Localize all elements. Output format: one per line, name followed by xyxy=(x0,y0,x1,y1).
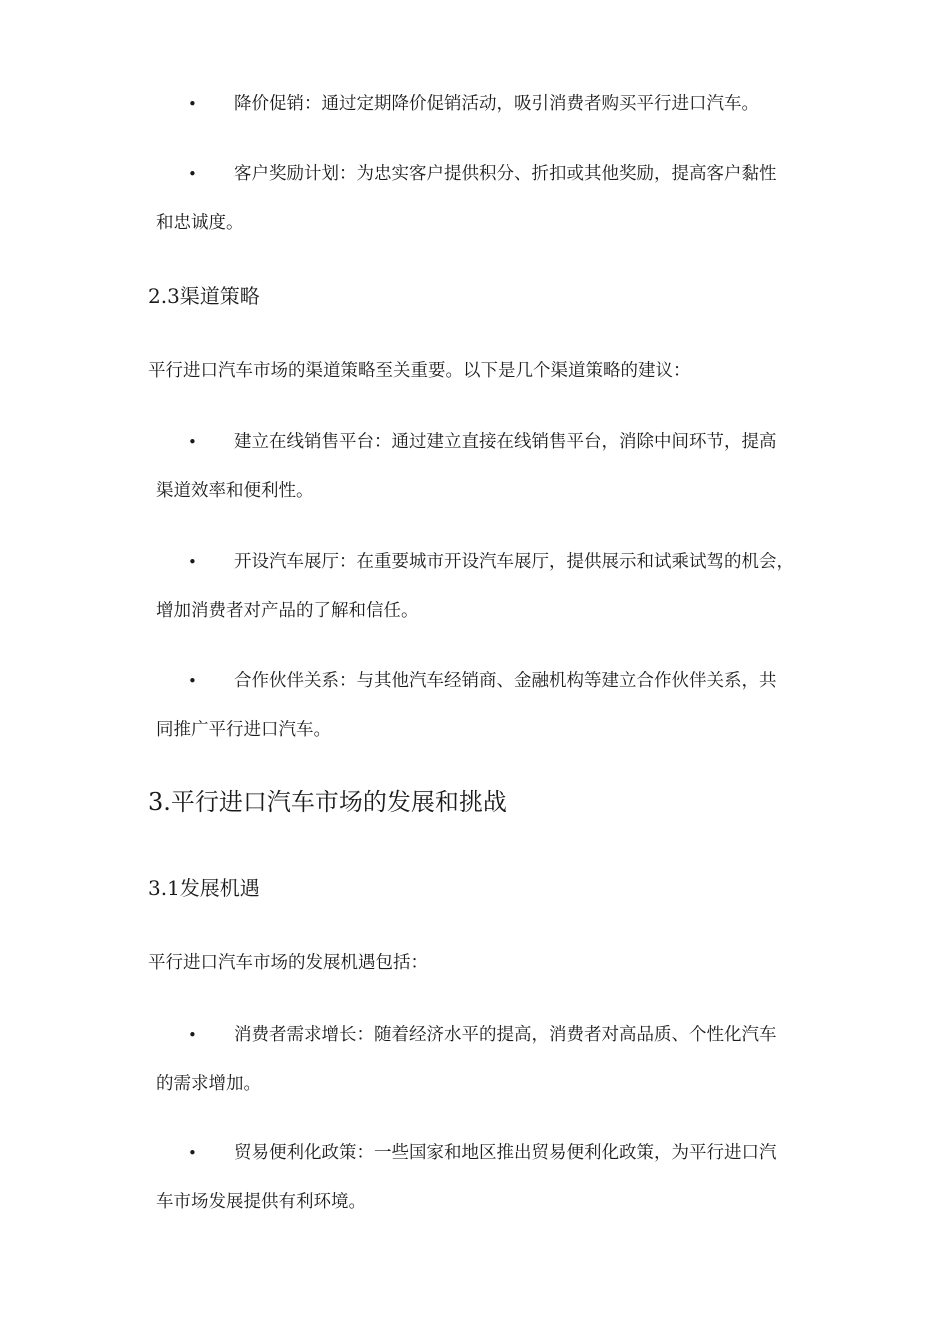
section-heading-2-3: 2.3渠道策略 xyxy=(148,284,260,308)
section-3-1-intro: 平行进口汽车市场的发展机遇包括： xyxy=(148,953,428,973)
bullet-text: 建立在线销售平台：通过建立直接在线销售平台，消除中间环节，提高 xyxy=(234,432,777,452)
bullet-consumer-demand xyxy=(150,1011,840,1109)
bullet-text-continued: 车市场发展提供有利环境。 xyxy=(156,1192,366,1212)
bullet-text-continued: 和忠诚度。 xyxy=(156,213,244,233)
bullet-dot: • xyxy=(188,433,197,451)
bullet-text: 开设汽车展厅：在重要城市开设汽车展厅，提供展示和试乘试驾的机会， xyxy=(234,552,794,572)
bullet-dot: • xyxy=(188,1026,197,1044)
section-heading-3: 3.平行进口汽车市场的发展和挑战 xyxy=(148,788,507,816)
bullet-customer-rewards xyxy=(150,150,840,248)
bullet-showroom xyxy=(150,538,840,636)
bullet-text: 降价促销：通过定期降价促销活动，吸引消费者购买平行进口汽车。 xyxy=(234,94,759,114)
bullet-text: 客户奖励计划：为忠实客户提供积分、折扣或其他奖励，提高客户黏性 xyxy=(234,164,777,184)
section-2-3-intro: 平行进口汽车市场的渠道策略至关重要。以下是几个渠道策略的建议： xyxy=(148,361,691,381)
bullet-text-continued: 增加消费者对产品的了解和信任。 xyxy=(156,601,419,621)
bullet-dot: • xyxy=(188,95,197,113)
bullet-dot: • xyxy=(188,1144,197,1162)
bullet-dot: • xyxy=(188,165,197,183)
bullet-text-continued: 的需求增加。 xyxy=(156,1074,261,1094)
section-heading-3-1: 3.1发展机遇 xyxy=(148,876,260,900)
bullet-trade-policy xyxy=(150,1129,840,1227)
bullet-price-promotion xyxy=(150,80,840,129)
bullet-partnerships xyxy=(150,657,840,755)
bullet-online-platform xyxy=(150,418,840,516)
bullet-text: 合作伙伴关系：与其他汽车经销商、金融机构等建立合作伙伴关系，共 xyxy=(234,671,777,691)
bullet-dot: • xyxy=(188,672,197,690)
bullet-text-continued: 渠道效率和便利性。 xyxy=(156,481,314,501)
bullet-text-continued: 同推广平行进口汽车。 xyxy=(156,720,331,740)
bullet-dot: • xyxy=(188,553,197,571)
bullet-text: 贸易便利化政策：一些国家和地区推出贸易便利化政策，为平行进口汽 xyxy=(234,1143,777,1163)
bullet-text: 消费者需求增长：随着经济水平的提高，消费者对高品质、个性化汽车 xyxy=(234,1025,777,1045)
